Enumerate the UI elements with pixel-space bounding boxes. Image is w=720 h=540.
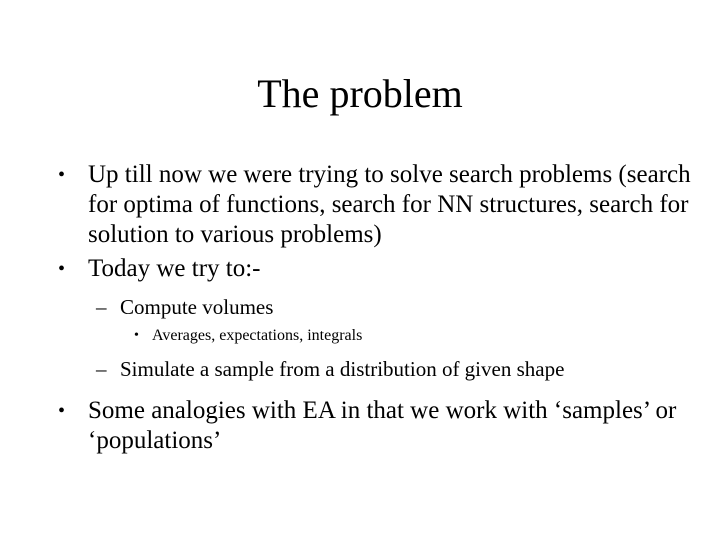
sub-bullet-text: Simulate a sample from a distribution of given shape	[120, 357, 565, 381]
sub-bullet-marker: –	[96, 295, 107, 319]
slide-title: The problem	[257, 71, 463, 116]
bullet-text: Up till now we were trying to solve search problems (search for optima of functions, search for NN structures, search for solution to various problems)	[88, 161, 691, 248]
bullet-text: Some analogies with EA in that we work with ‘samples’ or ‘populations’	[88, 397, 677, 454]
bullet-marker: •	[58, 164, 66, 186]
sub-bullet-item	[56, 294, 696, 320]
bullet-item	[56, 396, 696, 456]
sub-sub-bullet-item	[56, 326, 696, 346]
bullet-item	[56, 254, 696, 284]
bullet-text: Today we try to:-	[88, 255, 261, 282]
sub-bullet-text: Compute volumes	[120, 295, 274, 319]
sub-bullet-marker: –	[96, 357, 107, 381]
bullet-marker: •	[58, 400, 66, 422]
sub-sub-bullet-marker: •	[134, 328, 139, 343]
sub-bullet-item	[56, 356, 696, 382]
bullet-marker: •	[58, 258, 66, 280]
bullet-list	[56, 160, 696, 460]
sub-sub-bullet-text: Averages, expectations, integrals	[152, 327, 363, 344]
bullet-item	[56, 160, 696, 250]
